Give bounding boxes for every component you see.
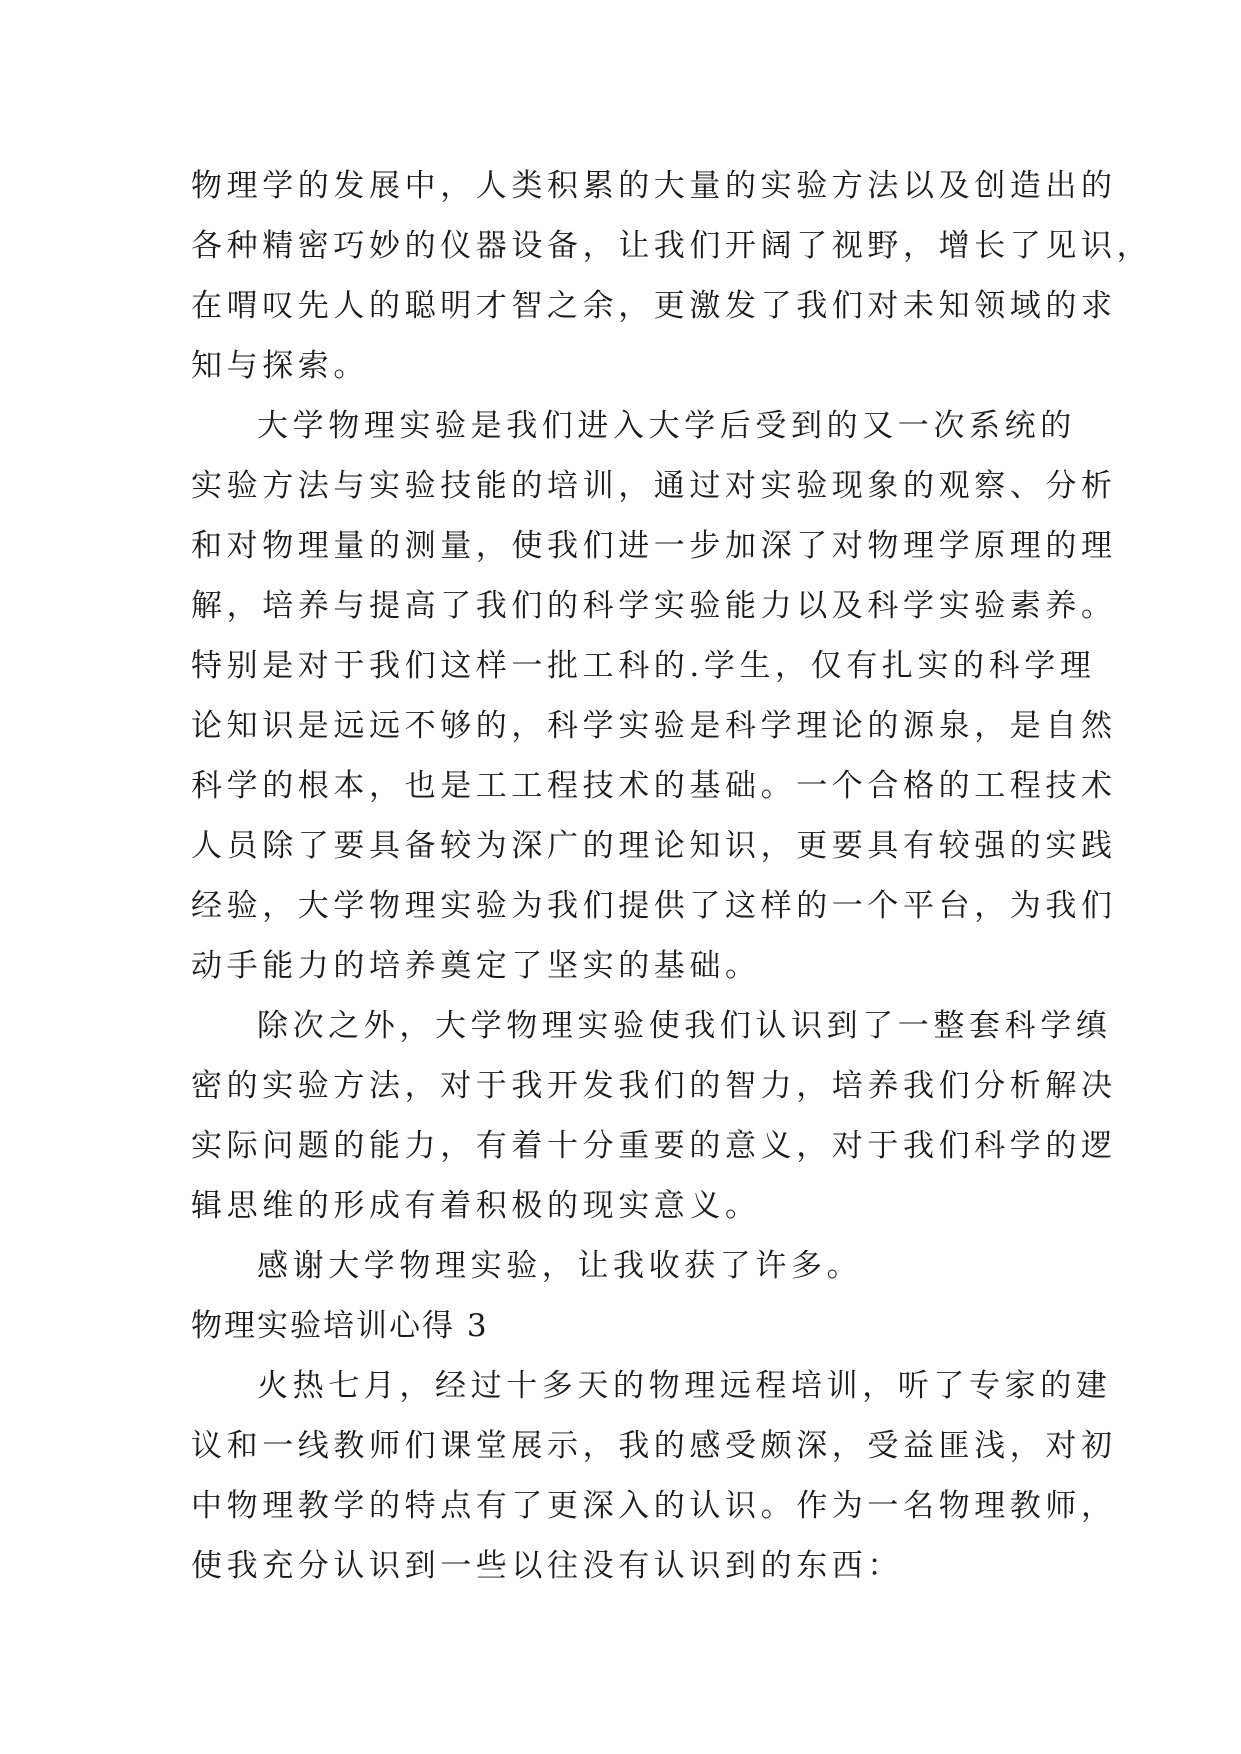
text-line: 各种精密巧妙的仪器设备，让我们开阔了视野，增长了见识， (191, 228, 1153, 264)
text-line: 在喟叹先人的聪明才智之余，更激发了我们对未知领域的求 (191, 288, 1117, 324)
text-line: 人员除了要具备较为深广的理论知识，更要具有较强的实践 (191, 828, 1117, 864)
paragraph-first-line: 除次之外，大学物理实验使我们认识到了一整套科学缜 (257, 1008, 1112, 1044)
text-line: 特别是对于我们这样一批工科的.学生，仅有扎实的科学理 (191, 648, 1096, 684)
text-line: 议和一线教师们课堂展示，我的感受颇深，受益匪浅，对初 (191, 1428, 1117, 1464)
text-line: 和对物理量的测量，使我们进一步加深了对物理学原理的理 (191, 528, 1117, 564)
paragraph-first-line: 感谢大学物理实验，让我收获了许多。 (257, 1248, 863, 1284)
text-line: 解，培养与提高了我们的科学实验能力以及科学实验素养。 (191, 588, 1117, 624)
text-line: 密的实验方法，对于我开发我们的智力，培养我们分析解决 (191, 1068, 1117, 1104)
paragraph-first-line: 火热七月，经过十多天的物理远程培训，听了专家的建 (257, 1368, 1112, 1404)
text-line: 科学的根本，也是工工程技术的基础。一个合格的工程技术 (191, 768, 1117, 804)
text-line: 知与探索。 (191, 348, 369, 384)
text-line: 物理学的发展中，人类积累的大量的实验方法以及创造出的 (191, 168, 1117, 204)
text-line: 使我充分认识到一些以往没有认识到的东西： (191, 1548, 903, 1584)
section-heading: 物理实验培训心得 3 (191, 1308, 489, 1344)
text-line: 辑思维的形成有着积极的现实意义。 (191, 1188, 761, 1224)
text-line: 动手能力的培养奠定了坚实的基础。 (191, 948, 761, 984)
paragraph-first-line: 大学物理实验是我们进入大学后受到的又一次系统的 (257, 408, 1076, 444)
text-line: 论知识是远远不够的，科学实验是科学理论的源泉，是自然 (191, 708, 1117, 744)
text-line: 实验方法与实验技能的培训，通过对实验现象的观察、分析 (191, 468, 1117, 504)
text-line: 中物理教学的特点有了更深入的认识。作为一名物理教师， (191, 1488, 1117, 1524)
text-line: 经验，大学物理实验为我们提供了这样的一个平台，为我们 (191, 888, 1117, 924)
text-line: 实际问题的能力，有着十分重要的意义，对于我们科学的逻 (191, 1128, 1117, 1164)
